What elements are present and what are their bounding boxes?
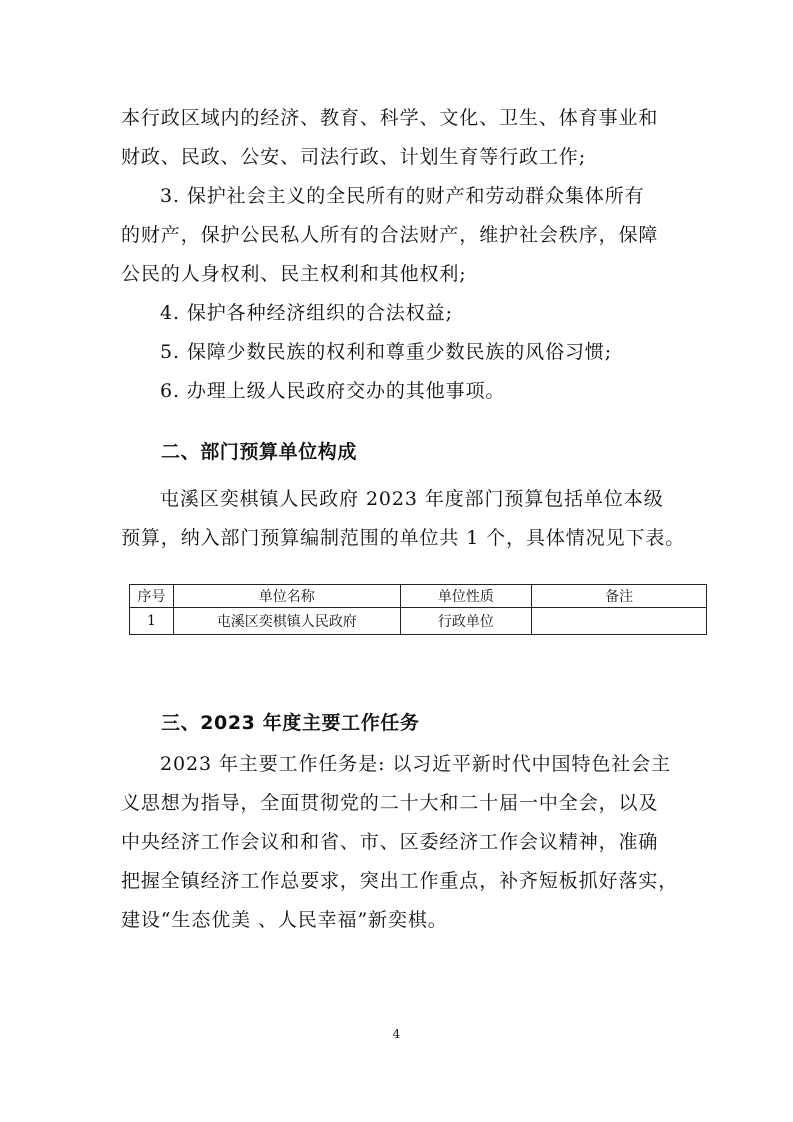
header-unit-name: 单位名称: [173, 585, 400, 608]
section-3-line-3: 中央经济工作会议和和省、市、区委经济工作会议精神，准确: [121, 831, 659, 853]
section-2-heading: 二、部门预算单位构成: [161, 441, 358, 463]
section-3-line-5: 建设“生态优美 、人民幸福”新奕棋。: [121, 909, 448, 931]
unit-table: [129, 584, 707, 635]
table-row: [130, 608, 707, 635]
header-remarks: 备注: [532, 585, 707, 608]
section-2-line-1: 屯溪区奕棋镇人民政府 2023 年度部门预算包括单位本级: [160, 488, 664, 510]
list-item-5: 5. 保障少数民族的权利和尊重少数民族的风俗习惯;: [160, 341, 613, 363]
paragraph-1-line-1: 本行政区域内的经济、教育、科学、文化、卫生、体育事业和: [121, 107, 659, 129]
section-2-line-2: 预算，纳入部门预算编制范围的单位共 1 个，具体情况见下表。: [121, 527, 686, 549]
list-item-3-line-3: 公民的人身权利、民主权利和其他权利;: [121, 263, 467, 285]
cell-unit-name: 屯溪区奕棋镇人民政府: [173, 608, 400, 635]
cell-index: 1: [130, 608, 174, 635]
list-item-3-line-1: 3. 保护社会主义的全民所有的财产和劳动群众集体所有: [160, 185, 645, 207]
cell-unit-type: 行政单位: [400, 608, 532, 635]
section-3-line-2: 义思想为指导，全面贯彻党的二十大和二十届一中全会，以及: [121, 792, 659, 814]
section-3-line-1: 2023 年主要工作任务是: 以习近平新时代中国特色社会主: [160, 753, 671, 775]
header-unit-type: 单位性质: [400, 585, 532, 608]
list-item-6: 6. 办理上级人民政府交办的其他事项。: [160, 380, 506, 402]
list-item-4: 4. 保护各种经济组织的合法权益;: [160, 302, 453, 324]
page-number: 4: [392, 1027, 401, 1041]
list-item-3-line-2: 的财产，保护公民私人所有的合法财产，维护社会秩序，保障: [121, 224, 659, 246]
section-3-line-4: 把握全镇经济工作总要求，突出工作重点，补齐短板抓好落实，: [121, 870, 679, 892]
section-3-heading: 三、2023 年度主要工作任务: [161, 712, 420, 734]
table-header-row: [130, 585, 707, 608]
cell-remarks: [532, 608, 707, 635]
paragraph-1-line-2: 财政、民政、公安、司法行政、计划生育等行政工作;: [121, 146, 587, 168]
header-index: 序号: [130, 585, 174, 608]
